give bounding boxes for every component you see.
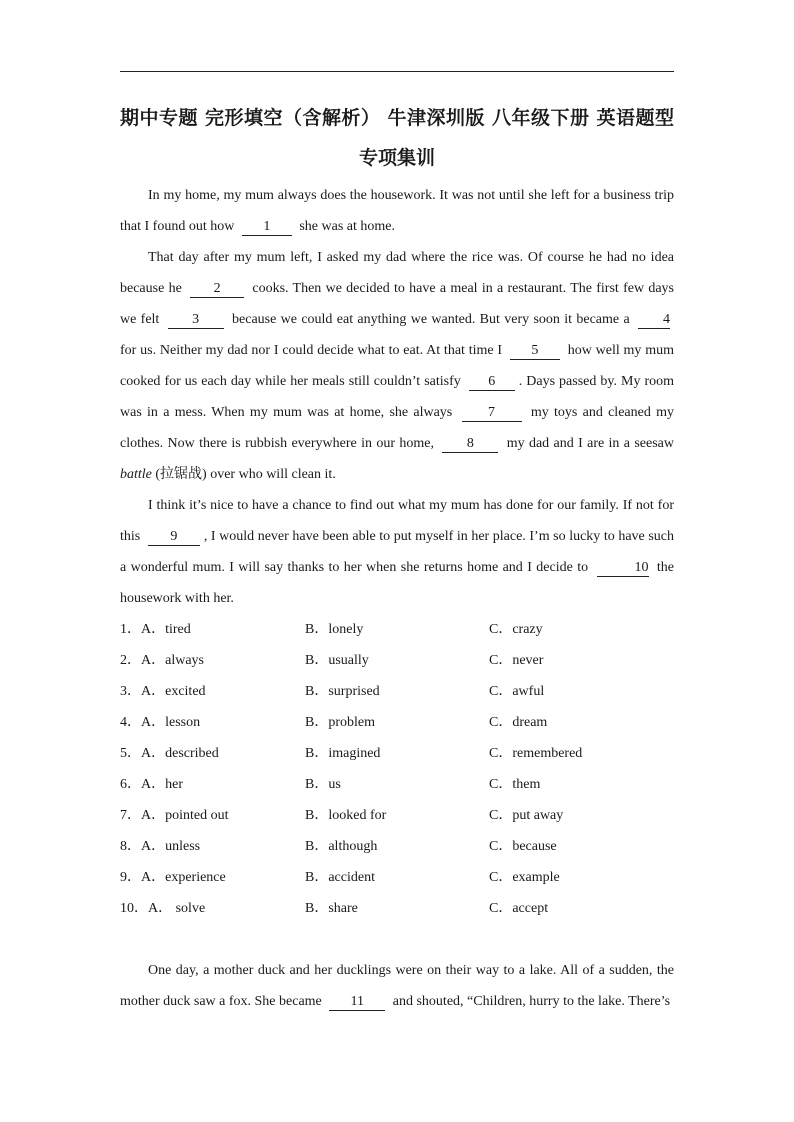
option-row bbox=[120, 707, 674, 738]
question-number: 10． bbox=[120, 901, 148, 916]
blank-2: 2 bbox=[190, 281, 244, 298]
option-a: A．pointed out bbox=[141, 808, 229, 823]
blank-6: 6 bbox=[469, 374, 515, 391]
option-a: A． solve bbox=[148, 901, 206, 916]
question-number: 7． bbox=[120, 808, 141, 823]
blank-9: 9 bbox=[148, 529, 200, 546]
option-row bbox=[120, 893, 674, 924]
option-row bbox=[120, 862, 674, 893]
question-number: 4． bbox=[120, 715, 141, 730]
blank-10: 10 bbox=[597, 560, 649, 577]
question-number: 9． bbox=[120, 870, 141, 885]
option-c: C．accept bbox=[489, 901, 549, 916]
passage1-paragraph-1: In my home, my mum always does the housework. It was not until she left for a business trip that I found out how 1 she was at home. bbox=[120, 188, 674, 234]
blank-3: 3 bbox=[168, 312, 224, 329]
question-number: 1． bbox=[120, 622, 141, 637]
option-b: B．accident bbox=[305, 870, 375, 885]
header-rule bbox=[120, 71, 674, 72]
option-a: A．always bbox=[141, 653, 204, 668]
question-number: 6． bbox=[120, 777, 141, 792]
option-c: C．example bbox=[489, 870, 560, 885]
blank-1: 1 bbox=[242, 219, 292, 236]
option-c: C．never bbox=[489, 653, 544, 668]
option-b: B．usually bbox=[305, 653, 369, 668]
option-b: B．problem bbox=[305, 715, 375, 730]
option-row bbox=[120, 769, 674, 800]
section-spacer bbox=[120, 924, 674, 955]
option-a: A．experience bbox=[141, 870, 226, 885]
blank-5: 5 bbox=[510, 343, 560, 360]
option-c: C．remembered bbox=[489, 746, 583, 761]
options-list bbox=[120, 614, 674, 924]
option-a: A．described bbox=[141, 746, 219, 761]
option-a: A．unless bbox=[141, 839, 201, 854]
passage1-paragraph-3: I think it’s nice to have a chance to find out what my mum has done for our family. If not for this 9 , I would never have been able to put myself in her place. I’m so lucky to have such a wonderful mum. I will say thanks to her when she returns home and I decide to 10 the housework with her. bbox=[120, 498, 675, 606]
passage2-paragraph-1: One day, a mother duck and her ducklings were on their way to a lake. All of a sudden, the mother duck saw a fox. She became 11 and shouted, “Children, hurry to the lake. There’s bbox=[120, 963, 674, 1009]
option-c: C．awful bbox=[489, 684, 545, 699]
option-a: A．her bbox=[141, 777, 183, 792]
option-b: B．us bbox=[305, 777, 341, 792]
question-number: 2． bbox=[120, 653, 141, 668]
option-c: C．dream bbox=[489, 715, 548, 730]
option-b: B．although bbox=[305, 839, 378, 854]
option-a: A．excited bbox=[141, 684, 206, 699]
option-b: B．lonely bbox=[305, 622, 364, 637]
question-number: 3． bbox=[120, 684, 141, 699]
option-c: C．them bbox=[489, 777, 541, 792]
blank-8: 8 bbox=[442, 436, 498, 453]
option-b: B．looked for bbox=[305, 808, 387, 823]
option-row bbox=[120, 676, 674, 707]
option-b: B．surprised bbox=[305, 684, 380, 699]
option-a: A．lesson bbox=[141, 715, 201, 730]
document-body bbox=[120, 180, 674, 1017]
option-row bbox=[120, 800, 674, 831]
question-number: 5． bbox=[120, 746, 141, 761]
italic-word: battle bbox=[120, 467, 152, 482]
question-number: 8． bbox=[120, 839, 141, 854]
blank-7: 7 bbox=[462, 405, 522, 422]
option-row bbox=[120, 645, 674, 676]
option-row bbox=[120, 831, 674, 862]
option-row bbox=[120, 614, 674, 645]
option-b: B．imagined bbox=[305, 746, 381, 761]
option-c: C．because bbox=[489, 839, 557, 854]
blank-11: 11 bbox=[329, 994, 385, 1011]
option-row bbox=[120, 738, 674, 769]
option-c: C．crazy bbox=[489, 622, 543, 637]
page-title: 期中专题 完形填空（含解析） 牛津深圳版 八年级下册 英语题型专项集训 bbox=[120, 107, 674, 169]
option-a: A．tired bbox=[141, 622, 191, 637]
passage1-paragraph-2: That day after my mum left, I asked my dad where the rice was. Of course he had no idea because he 2 cooks. Then we decided to have a meal in a restaurant. The first few days we felt 3 because we could eat anything we wanted. But very soon it became a 4 for us. Neither my dad nor I could decide what to eat. At that time I 5 how well my mum cooked for us each day while her meals still couldn’t satisfy 6 . Days passed by. My room was in a mess. When my mum was at home, she always 7 my toys and cleaned my clothes. Now there is rubbish everywhere in our home, 8 my dad and I are in a seesaw battle (拉锯战) over who will clean it. bbox=[120, 250, 675, 482]
blank-4: 4 bbox=[638, 312, 670, 329]
option-c: C．put away bbox=[489, 808, 564, 823]
option-b: B．share bbox=[305, 901, 358, 916]
